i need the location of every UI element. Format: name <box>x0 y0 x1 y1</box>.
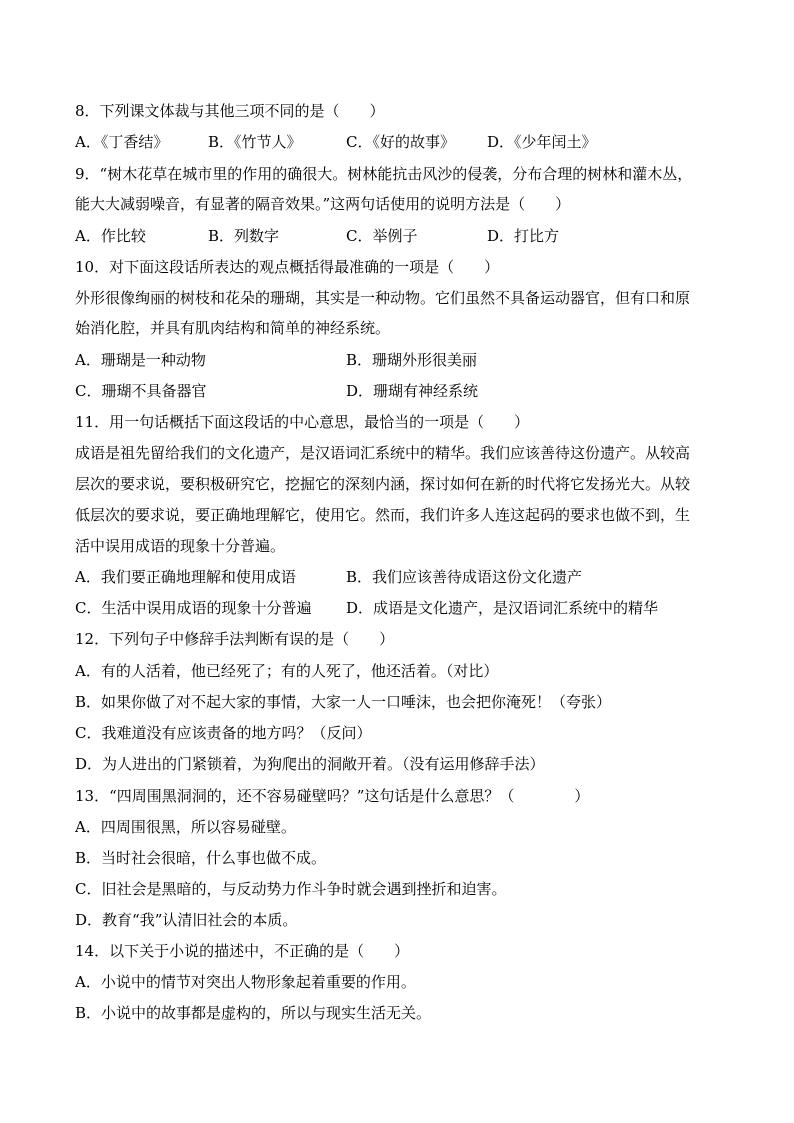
question-14-option-b: B．小说中的故事都是虚构的，所以与现实生活无关。 <box>75 1004 432 1022</box>
question-11-passage-line-4: 活中误用成语的现象十分普遍。 <box>75 537 286 555</box>
question-11-passage-line-3: 低层次的要求说，要正确地理解它，使用它。然而，我们许多人连这起码的要求也做不到，生 <box>75 506 691 524</box>
question-8-option-a: A．《丁香结》 <box>75 133 169 151</box>
question-11-passage-line-1: 成语是祖先留给我们的文化遗产，是汉语词汇系统中的精华。我们应该善待这份遗产。从较高 <box>75 444 691 462</box>
question-11-option-b: B．我们应该善待成语这份文化遗产 <box>346 568 583 586</box>
question-8-stem: 8．下列课文体裁与其他三项不同的是（ ） <box>75 102 385 120</box>
question-9-option-c: C．举例子 <box>346 227 418 245</box>
question-13-option-a: A．四周围很黑，所以容易碰壁。 <box>75 818 296 836</box>
question-12-option-b: B．如果你做了对不起大家的事情，大家一人一口唾沫，也会把你淹死！（夸张） <box>75 693 612 711</box>
question-13-stem: 13．“四周围黑洞洞的，还不容易碰壁吗？”这句话是什么意思？（ ） <box>75 787 590 805</box>
question-11-option-d: D．成语是文化遗产，是汉语词汇系统中的精华 <box>346 599 659 617</box>
question-9-stem-line-2: 能大大减弱噪音，有显著的隔音效果。”这两句话使用的说明方法是（ ） <box>75 195 571 213</box>
question-10-option-b: B．珊瑚外形很美丽 <box>346 351 478 369</box>
question-9-option-b: B．列数字 <box>208 227 280 245</box>
question-11-passage-line-2: 层次的要求说，要积极研究它，挖掘它的深刻内涵，探讨如何在新的时代将它发扬光大。从较 <box>75 475 691 493</box>
question-10-option-a: A．珊瑚是一种动物 <box>75 351 206 369</box>
question-10-option-c: C．珊瑚不具备器官 <box>75 382 207 400</box>
question-9-option-a: A．作比较 <box>75 227 146 245</box>
question-8-option-b: B．《竹节人》 <box>208 133 302 151</box>
question-10-stem: 10．对下面这段话所表达的观点概括得最准确的一项是（ ） <box>75 258 500 276</box>
question-11-option-a: A．我们要正确地理解和使用成语 <box>75 568 296 586</box>
question-13-option-b: B．当时社会很暗，什么事也做不成。 <box>75 849 327 867</box>
question-9-option-d: D．打比方 <box>487 227 560 245</box>
question-12-option-d: D．为人进出的门紧锁着，为狗爬出的洞敞开着。（没有运用修辞手法） <box>75 755 545 773</box>
question-13-option-d: D．教育“我”认清旧社会的本质。 <box>75 911 298 929</box>
question-13-option-c: C．旧社会是黑暗的，与反动势力作斗争时就会遇到挫折和迫害。 <box>75 880 507 898</box>
question-12-option-c: C．我难道没有应该责备的地方吗？（反问） <box>75 724 372 742</box>
question-10-passage-line-1: 外形很像绚丽的树枝和花朵的珊瑚，其实是一种动物。它们虽然不具备运动器官，但有口和原 <box>75 289 691 307</box>
question-11-option-c: C．生活中误用成语的现象十分普遍 <box>75 599 312 617</box>
question-11-stem: 11．用一句话概括下面这段话的中心意思，最恰当的一项是（ ） <box>75 413 530 431</box>
question-12-stem: 12．下列句子中修辞手法判断有误的是（ ） <box>75 630 395 648</box>
question-12-option-a: A．有的人活着，他已经死了；有的人死了，他还活着。（对比） <box>75 662 499 680</box>
question-8-option-c: C．《好的故事》 <box>346 133 455 151</box>
question-9-stem-line-1: 9．“树木花草在城市里的作用的确很大。树林能抗击风沙的侵袭，分布合理的树林和灌木丛， <box>75 165 693 183</box>
question-10-passage-line-2: 始消化腔，并具有肌肉结构和简单的神经系统。 <box>75 319 391 337</box>
question-14-option-a: A．小说中的情节对突出人物形象起着重要的作用。 <box>75 973 416 991</box>
question-14-stem: 14．以下关于小说的描述中，不正确的是（ ） <box>75 942 410 960</box>
question-10-option-d: D．珊瑚有神经系统 <box>346 382 479 400</box>
question-8-option-d: D．《少年闰土》 <box>487 133 597 151</box>
